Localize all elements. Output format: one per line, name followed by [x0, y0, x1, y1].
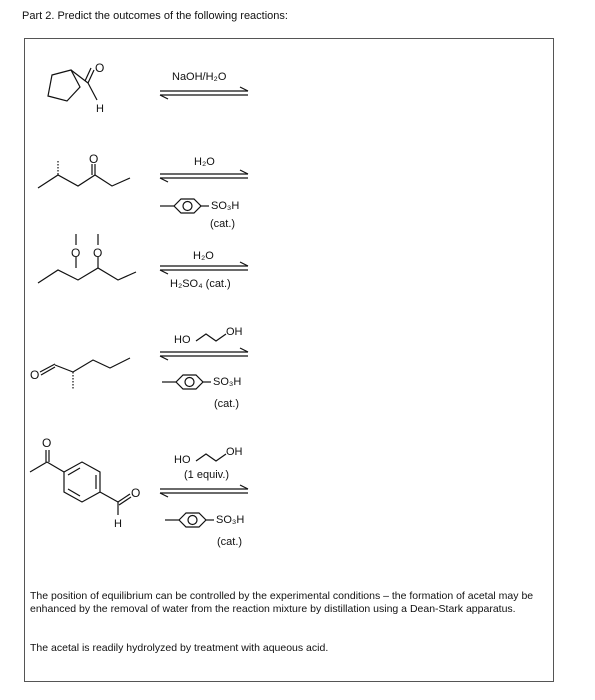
atom-h: H: [96, 103, 104, 115]
diol-ho: HO: [174, 454, 191, 466]
reagent-cat-note: (cat.): [214, 398, 240, 410]
equilibrium-arrow-2: [160, 170, 248, 182]
ptsa-catalyst-2: [160, 199, 209, 213]
atom-o: O: [95, 61, 105, 75]
ethylene-glycol-bond-5: [196, 454, 226, 461]
reagent-so3h: SO₃H: [216, 514, 245, 526]
atom-o: O: [89, 152, 99, 166]
reagent-cat-note: (cat.): [217, 536, 243, 548]
reagent-water: H₂O: [193, 250, 214, 262]
reagent-sulfuric-acid: H₂SO₄ (cat.): [170, 278, 231, 290]
page-heading: Part 2. Predict the outcomes of the following reactions:: [22, 10, 288, 22]
ethylene-glycol-bond-4: [196, 334, 226, 341]
cyclopentanecarbaldehyde-structure: [48, 61, 104, 115]
dimethyl-ketal-structure: [38, 234, 136, 283]
note-dean-stark: The position of equilibrium can be controlled by the experimental conditions – the formation of acetal may be enhanced by the removal of water from the reaction mixture by distillation using a Dean-Stark apparatus.: [30, 590, 534, 615]
reagent-so3h: SO₃H: [213, 376, 242, 388]
diol-oh: OH: [226, 326, 243, 338]
chiral-ketone-structure: [38, 152, 130, 188]
reagent-water: H₂O: [194, 156, 215, 168]
note-hydrolysis: The acetal is readily hydrolyzed by treatment with aqueous acid.: [30, 642, 329, 654]
atom-o: O: [93, 246, 103, 260]
atom-o: O: [42, 436, 52, 450]
atom-o: O: [30, 368, 40, 382]
equilibrium-arrow-3: [160, 262, 248, 274]
ptsa-catalyst-5: [165, 513, 214, 527]
reagent-naoh-water: NaOH/H₂O: [172, 71, 227, 83]
reagent-so3h: SO₃H: [211, 200, 240, 212]
ptsa-catalyst-4: [162, 375, 211, 389]
diol-ho: HO: [174, 334, 191, 346]
acetylbenzaldehyde-structure: [30, 436, 140, 530]
equilibrium-arrow-1: [160, 87, 248, 99]
equilibrium-arrow-5: [160, 485, 248, 497]
reagent-equiv: (1 equiv.): [184, 469, 230, 481]
reagent-cat-note: (cat.): [210, 218, 236, 230]
atom-o: O: [71, 246, 81, 260]
chiral-aldehyde-structure: [30, 358, 130, 390]
atom-h: H: [114, 518, 122, 530]
atom-o: O: [131, 486, 141, 500]
diol-oh: OH: [226, 446, 243, 458]
equilibrium-arrow-4: [160, 348, 248, 360]
